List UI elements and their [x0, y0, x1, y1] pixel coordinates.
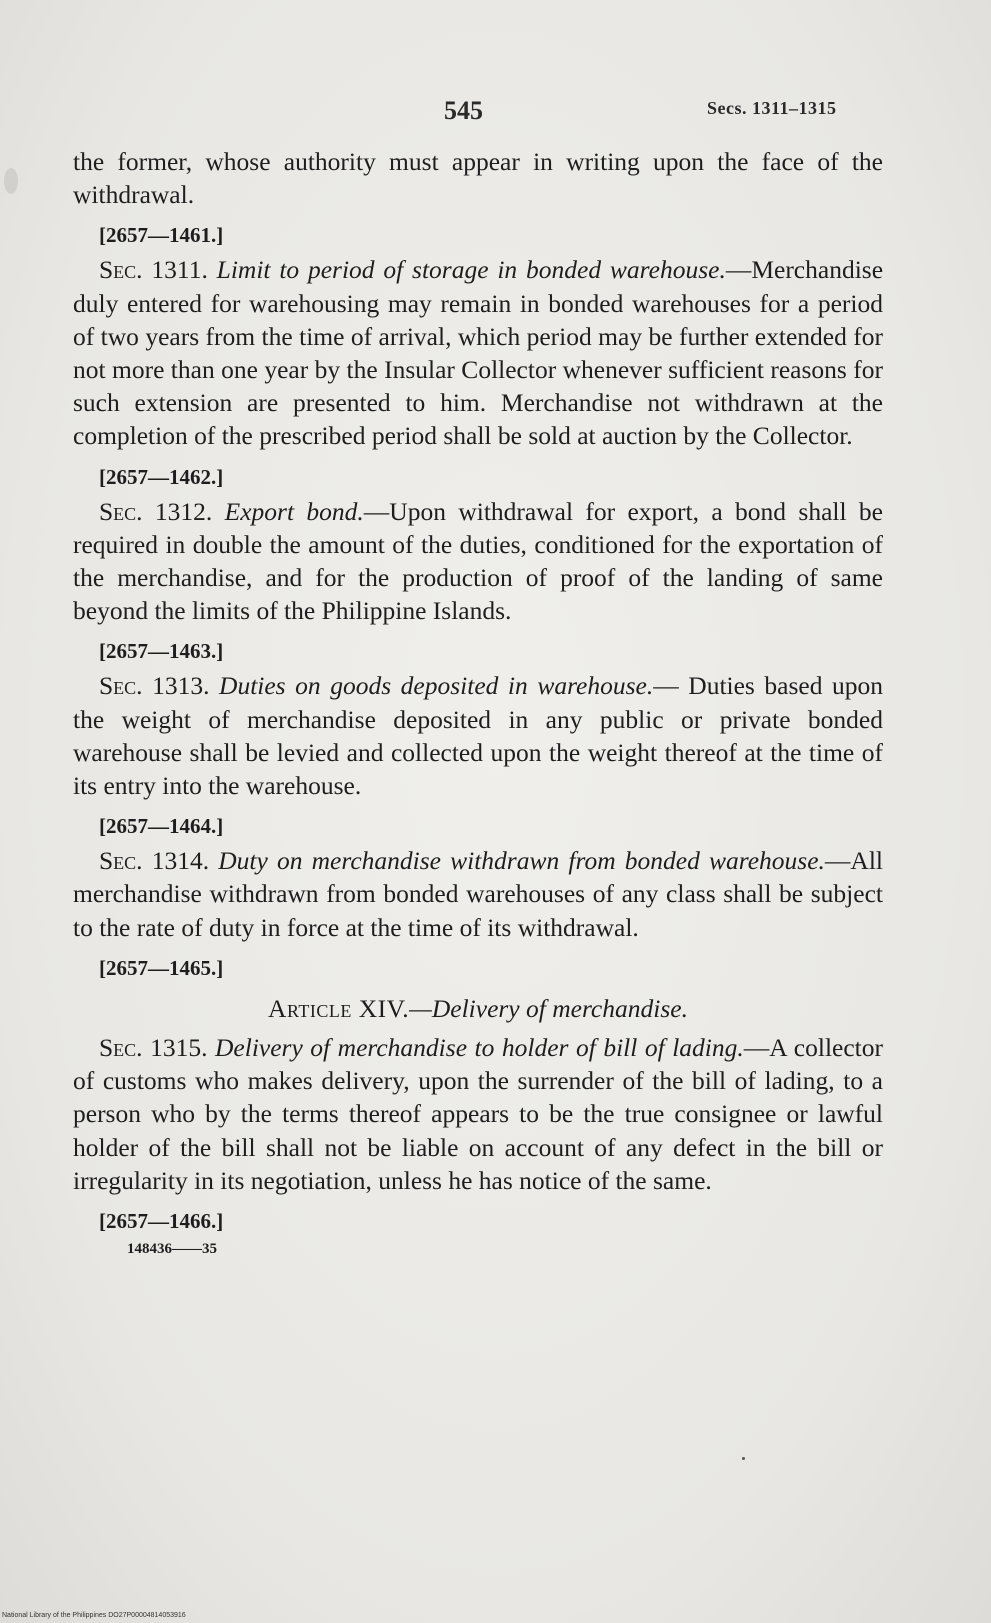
section-number: 1311.: [151, 255, 208, 285]
section-body: —All merchandise withdrawn from bonded warehouses of any class shall be subject to the rate of duty in force at the time of its withdrawal.: [73, 846, 884, 942]
printer-mark: 148436——35: [127, 1241, 217, 1258]
section-number: 1313.: [152, 671, 210, 701]
section-body: —A collector of customs who makes delivery, upon the surrender of the bill of lading, to a person who by the terms thereof appears to be the true consignee or lawful holder of the bill shall not be liable on account of any defect in the bill or irregularity in its negotiation, unless he has notice of the same.: [73, 1033, 884, 1195]
article-title: —Delivery of merchandise.: [409, 993, 688, 1023]
section-label: Sec.: [99, 255, 143, 285]
scan-smudge: [4, 168, 18, 194]
section-title: Delivery of merchandise to holder of bill of lading.: [215, 1033, 744, 1063]
citation: [2657—1464.]: [99, 814, 224, 839]
citation: [2657—1465.]: [99, 955, 224, 980]
section-label: Sec.: [99, 671, 143, 701]
section-body: —Merchandise duly entered for warehousing may remain in bonded warehouses for a period of two years from the time of arrival, which period may be further extended for not more than one year by the Insular Collector whenever sufficient reasons for such extension are presented to him. Merchandise not withdrawn at the completion of the prescribed period shall be sold at auction by the Collector.: [73, 255, 884, 451]
section-number: 1314.: [151, 846, 210, 876]
section-1311: [73, 253, 883, 452]
page-header: [0, 92, 991, 132]
citation: [2657—1461.]: [99, 223, 224, 248]
section-title: Limit to period of storage in bonded warehouse.: [216, 255, 726, 285]
section-1312: [73, 495, 883, 628]
section-title: Export bond.: [224, 496, 364, 526]
section-1314: [73, 844, 883, 944]
section-body: — Duties based upon the weight of merchandise deposited in any public or private bonded warehouse shall be levied and collected upon the weight thereof at the time of its entry into the warehouse.: [73, 671, 884, 801]
section-1315: [73, 1031, 883, 1197]
page-body: [73, 145, 883, 1259]
section-body: —Upon withdrawal for export, a bond shall be required in double the amount of the duties, conditioned for the exportation of the merchandise, and for the production of proof of the landing of same beyond the limits of the Philippine Islands.: [73, 496, 883, 626]
section-title: Duties on goods deposited in warehouse.: [219, 671, 654, 701]
section-label: Sec.: [99, 846, 143, 876]
citation: [2657—1463.]: [99, 639, 224, 664]
citation: [2657—1466.]: [99, 1209, 224, 1234]
scan-speck: [742, 1457, 745, 1460]
section-number: 1312.: [154, 496, 213, 526]
section-number: 1315.: [150, 1033, 208, 1063]
section-1313: [73, 669, 883, 802]
section-label: Sec.: [99, 496, 143, 526]
library-footer-mark: National Library of the Philippines DO27P00004814053916: [2, 1612, 186, 1619]
article-heading: [73, 992, 883, 1025]
running-head: Secs. 1311–1315: [707, 98, 837, 118]
section-title: Duty on merchandise withdrawn from bonded warehouse.: [218, 846, 825, 876]
article-label: Article XIV.: [268, 993, 410, 1023]
section-label: Sec.: [99, 1033, 143, 1063]
citation: [2657—1462.]: [99, 464, 224, 489]
page-number: 545: [444, 96, 483, 125]
continuation-paragraph: the former, whose authority must appear in writing upon the face of the withdrawal.: [73, 147, 883, 210]
